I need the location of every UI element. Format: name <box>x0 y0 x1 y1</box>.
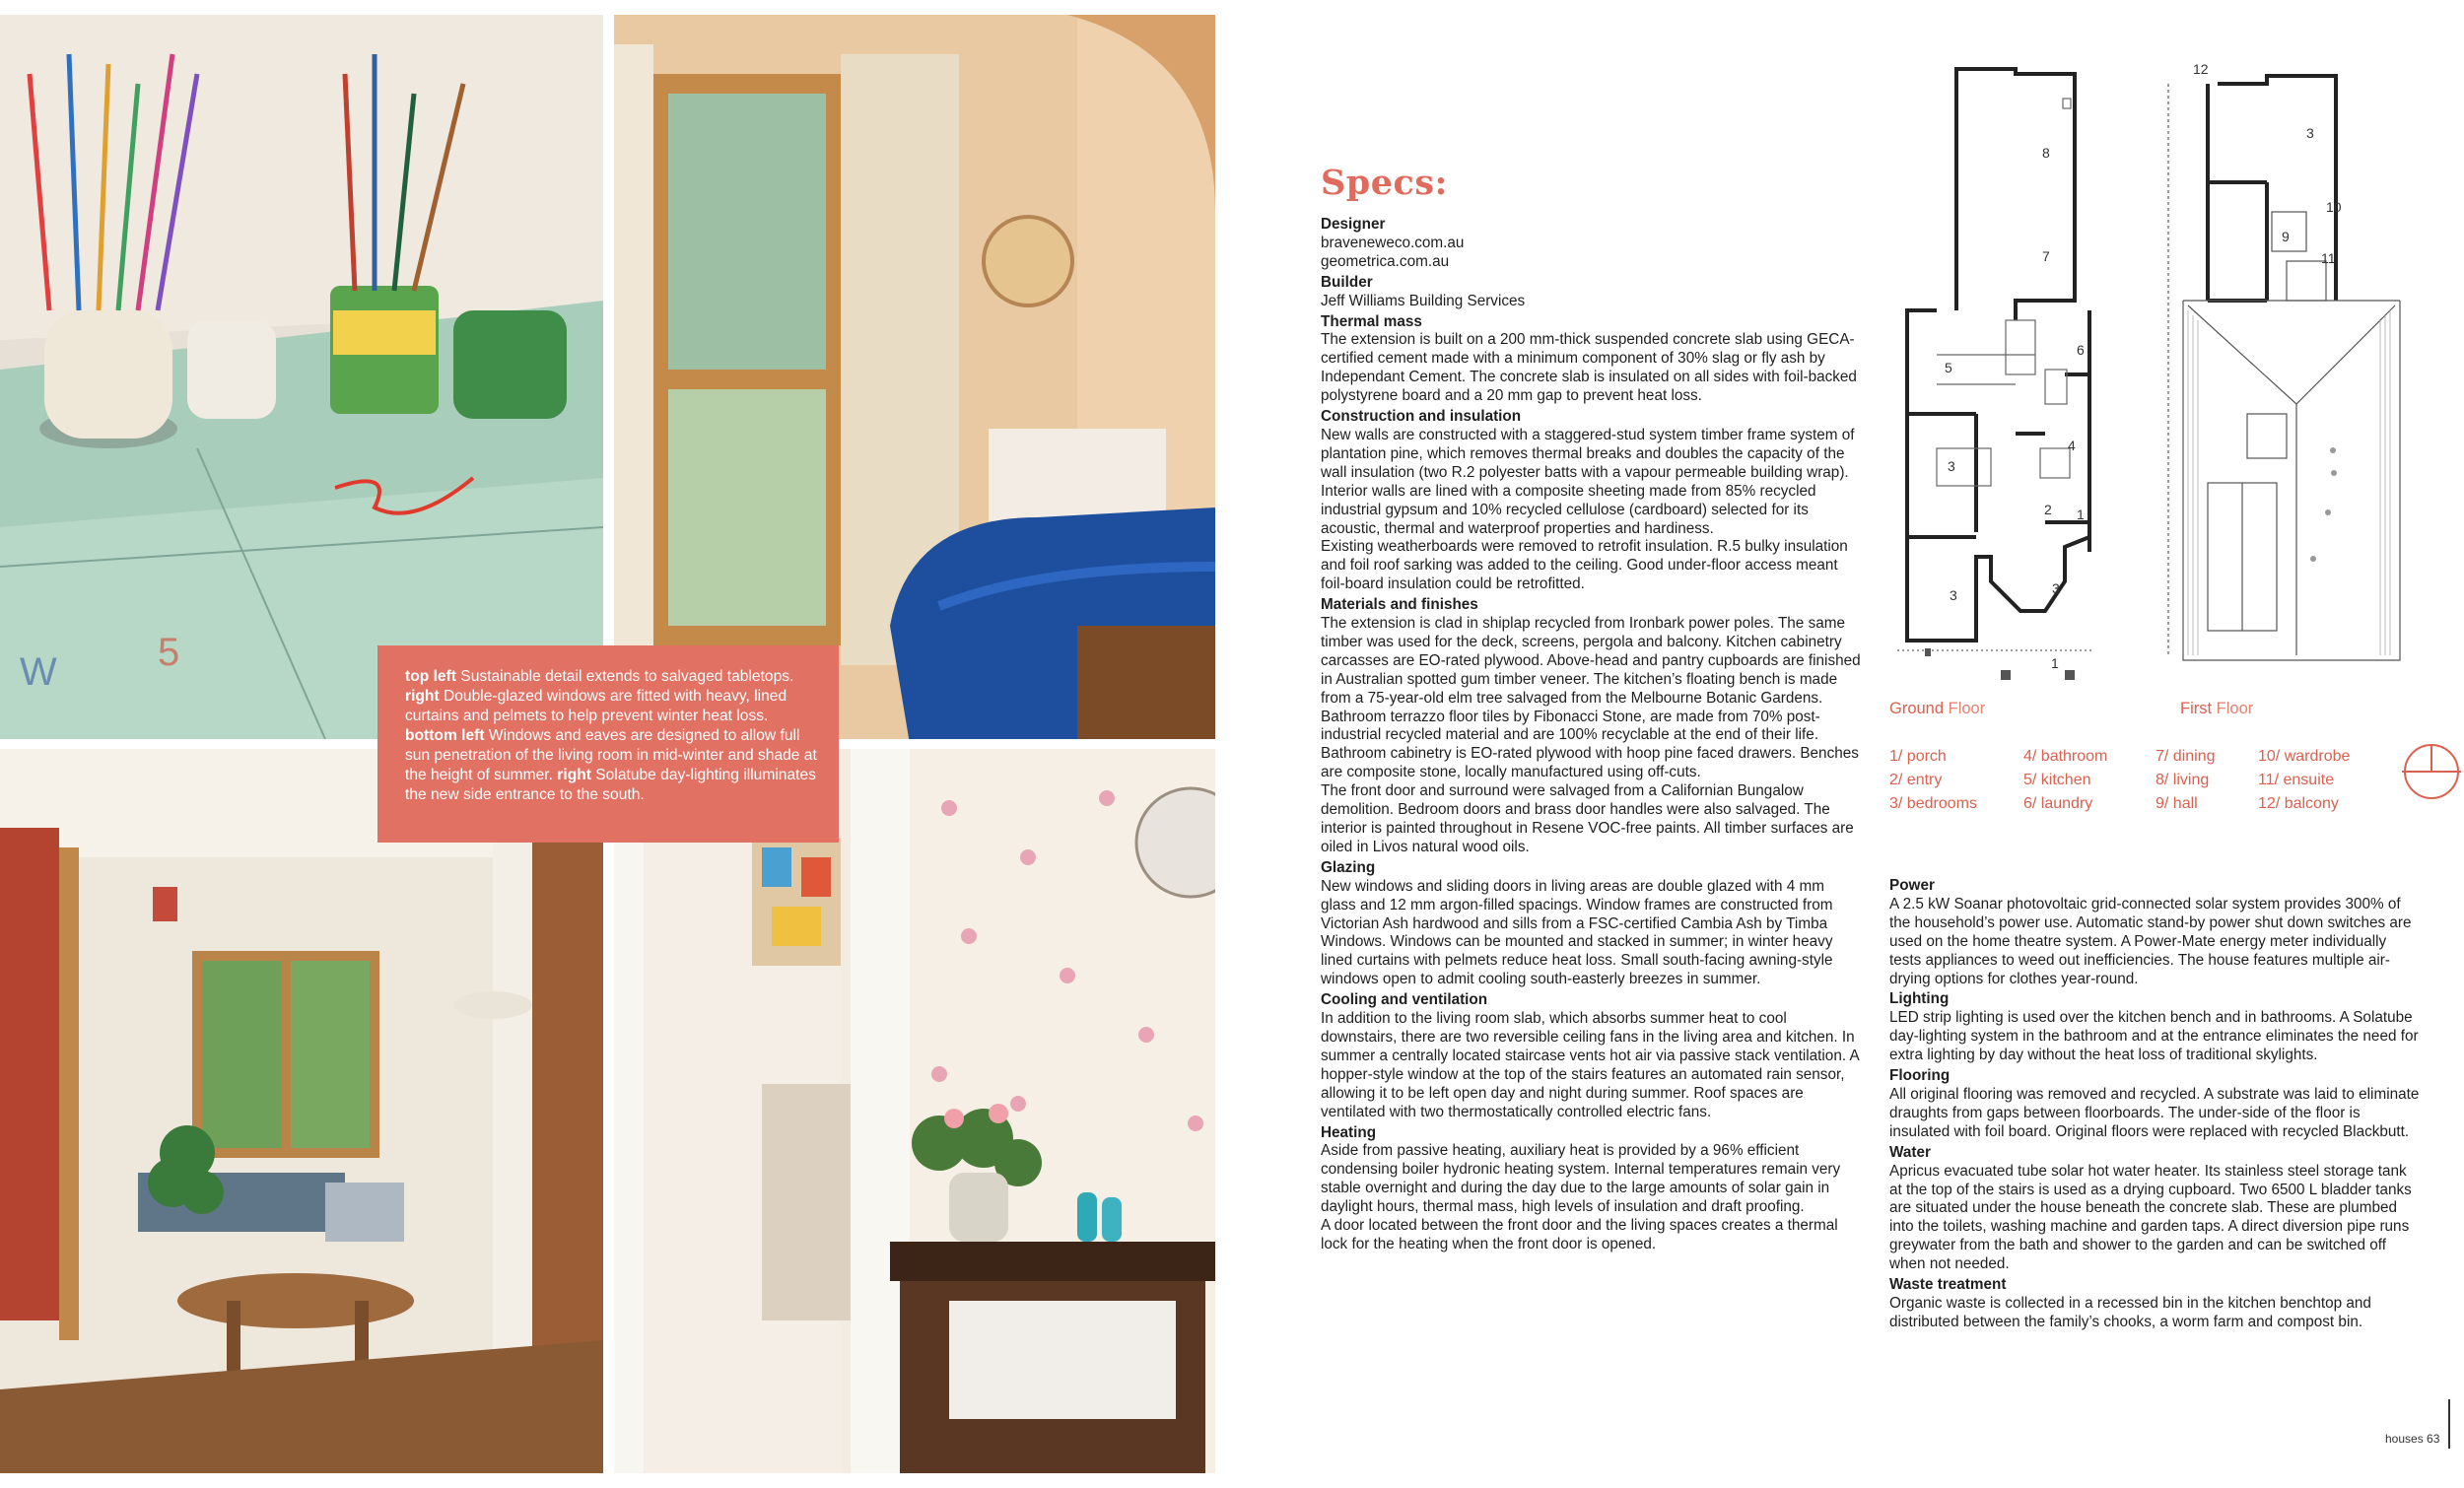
legend-hall: 9/ hall <box>2156 795 2198 812</box>
flooring-body: All original flooring was removed and recycled. A substrate was laid to eliminate draughts from gaps between floorboards. The under-side of the floor is insulated with foil board. Original floors were replaced with recycled Blackbutt. <box>1889 1085 2420 1140</box>
ground-floor-label-word: Ground <box>1889 700 1945 717</box>
plan-room-12: 12 <box>2193 61 2209 77</box>
plan-room-3-b: 3 <box>1950 587 1957 603</box>
plan-room-8: 8 <box>2042 145 2050 161</box>
designer-heading: Designer <box>1321 216 1386 233</box>
caption-label-top-left: top left <box>405 668 456 685</box>
glazing-body: New windows and sliding doors in living areas are double glazed with 4 mm glass and 12 mm argon-filled spacings. Window frames are constructed from Victorian Ash hardwood and sills from a FSC-certified Cambia Ash by Timba Windows. Windows can be mounted and stacked in summer; in winter heavy lined curtains with pelmets reduce heat loss. Small south-facing awning-style windows open to admit cooling south-easterly breezes in summer. <box>1321 877 1833 988</box>
glazing-heading: Glazing <box>1321 858 1376 876</box>
plan-room-6: 6 <box>2077 342 2085 358</box>
photo-entrance-hall <box>614 749 1215 1473</box>
first-floor-label-floor: Floor <box>2212 700 2254 717</box>
construction-heading: Construction and insulation <box>1321 408 1522 426</box>
legend-balcony: 12/ balcony <box>2258 795 2339 812</box>
cooling-body: In addition to the living room slab, which absorbs summer heat to cool downstairs, there are two reversible ceiling fans in the living area and kitchen. In summer a centrally located staircase vents hot air via passive stack ventilation. A hopper-style window at the top of the stairs features an automated rain sensor, allowing it to be left open day and night during summer. Roof spaces are ventilated with two thermostatically controlled electric fans. <box>1321 1010 1859 1120</box>
designer-link-2[interactable]: geometrica.com.au <box>1321 252 1450 270</box>
plan-room-4: 4 <box>2068 438 2076 453</box>
heating-body-1: Aside from passive heating, auxiliary heat is provided by a 96% efficient condensing boiler hydronic heating system. Internal temperatures remain very stable overnight and during the day due to the large amounts of solar gain in daylight hours, thermal mass, high levels of insulation and draft proofing. <box>1321 1142 1841 1216</box>
designer-link-1[interactable]: braveneweco.com.au <box>1321 234 1465 251</box>
ground-floor-plan <box>1897 59 2134 690</box>
water-body: Apricus evacuated tube solar hot water heater. Its stainless steel storage tank at the top of the stairs is used as a drying cupboard. Two 6500 L bladder tanks are situated under the house beneath the concrete slab. These are plumbed into the toilets, washing machine and garden taps. A direct diversion pipe runs greywater from the bath and shower to the garden and can be switched off when not needed. <box>1889 1162 2412 1273</box>
water-heading: Water <box>1889 1143 1931 1161</box>
specs-column <box>1321 214 1863 1254</box>
plan-room-3-a: 3 <box>1948 458 1955 474</box>
plan-room-1-a: 1 <box>2077 507 2085 522</box>
legend-wardrobe: 10/ wardrobe <box>2258 748 2351 765</box>
page-folio: houses 63 <box>2385 1432 2440 1446</box>
caption-text-bottom-left: Windows and eaves are designed to allow full sun penetration of the living room in mid-winter and shade at the height of summer. <box>405 727 817 783</box>
power-heading: Power <box>1889 877 1935 894</box>
plan-room-1-b: 1 <box>2051 655 2059 671</box>
folio-divider <box>2448 1399 2450 1449</box>
ground-floor-label <box>1889 700 1985 718</box>
legend-porch: 1/ porch <box>1889 748 1947 765</box>
plan-room-10: 10 <box>2326 199 2342 215</box>
caption-label-bottom-left: bottom left <box>405 727 485 744</box>
legend-kitchen: 5/ kitchen <box>2023 772 2091 788</box>
heating-heading: Heating <box>1321 1123 1377 1141</box>
construction-body-1: New walls are constructed with a staggered-stud system timber frame system of plantation pine, which removes thermal breaks and doubles the capacity of the wall insulation (two R.2 polyester batts with a vapour permeable building wrap). Interior walls are lined with a composite sheeting made from 85% recycled industrial gypsum and 10% recycled cellulose (cardboard) selected for its acoustic, thermal and waterproof properties and hardiness. <box>1321 426 1855 537</box>
power-body: A 2.5 kW Soanar photovoltaic grid-connected solar system provides 300% of the household’s power use. Automatic stand-by power shut down switches are used on the home theatre system. A Power-Mate energy meter individually tests appliances to weed out inefficiencies. The house features multiple air-drying options for clothes year-round. <box>1889 895 2412 987</box>
legend-living: 8/ living <box>2156 772 2210 788</box>
photo-living-room <box>0 749 603 1473</box>
construction-body-2: Existing weatherboards were removed to retrofit insulation. R.5 bulky insulation and foil roof sarking was added to the ceiling. Good under-floor access meant foil-board insulation could be retrofitted. <box>1321 538 1848 593</box>
first-floor-label-word: First <box>2180 700 2213 717</box>
legend-entry: 2/ entry <box>1889 772 1943 788</box>
caption-text-top-left: Sustainable detail extends to salvaged tabletops. <box>455 668 794 685</box>
legend-ensuite: 11/ ensuite <box>2258 772 2335 788</box>
plan-room-5: 5 <box>1945 360 1952 375</box>
materials-body-2: Bathroom terrazzo floor tiles by Fibonacci Stone, are made from 70% post-industrial recycled material and are 100% recyclable at the end of their life. Bathroom cabinetry is EO-rated plywood with hoop pine faced drawers. Benches are composite stone, locally manufactured using off-cuts. <box>1321 708 1859 781</box>
plan-room-9: 9 <box>2282 229 2290 244</box>
legend-laundry: 6/ laundry <box>2023 795 2093 812</box>
caption-text-right: Double-glazed windows are fitted with heavy, lined curtains and pelmets to help prevent winter heat loss. <box>405 688 787 724</box>
flooring-heading: Flooring <box>1889 1067 1951 1085</box>
caption-text-right-2: Solatube day-lighting illuminates the new side entrance to the south. <box>405 767 816 803</box>
plan-room-3-upper: 3 <box>2306 125 2314 141</box>
ground-floor-label-floor: Floor <box>1944 700 1986 717</box>
legend-dining: 7/ dining <box>2156 748 2216 765</box>
first-floor-label <box>2180 700 2253 718</box>
svg-text:5: 5 <box>158 631 180 674</box>
thermal-body: The extension is built on a 200 mm-thick suspended concrete slab using GECA-certified cement made with a minimum component of 30% slag or fly ash by Independant Cement. The concrete slab is insulated on all sides with foil-backed polystyrene board and a 20 mm gap to prevent heat loss. <box>1321 331 1857 405</box>
lighting-body: LED strip lighting is used over the kitchen bench and in bathrooms. A Solatube day-lighting system in the bathroom and at the entrance eliminates the need for extra lighting by day without the heat loss of traditional skylights. <box>1889 1009 2419 1064</box>
waste-heading: Waste treatment <box>1889 1276 2007 1294</box>
lighting-heading: Lighting <box>1889 990 1950 1008</box>
waste-body: Organic waste is collected in a recessed bin in the kitchen benchtop and distributed between the family’s chooks, a worm farm and compost bin. <box>1889 1294 2371 1330</box>
builder-body: Jeff Williams Building Services <box>1321 292 1526 309</box>
plan-room-7: 7 <box>2042 248 2050 264</box>
first-floor-plan <box>2158 54 2415 705</box>
thermal-heading: Thermal mass <box>1321 312 1422 330</box>
builder-heading: Builder <box>1321 273 1373 291</box>
specs-column-right <box>1889 875 2422 1332</box>
plan-room-3-c: 3 <box>2052 580 2060 596</box>
svg-text:W: W <box>20 650 57 694</box>
plan-room-11: 11 <box>2321 250 2336 266</box>
materials-body-3: The front door and surround were salvaged from a Californian Bungalow demolition. Bedroom doors and brass door handles were also salvaged. The interior is painted throughout in Resene VOC-free paints. All timber surfaces are oiled in Livos natural wood oils. <box>1321 782 1854 855</box>
materials-heading: Materials and finishes <box>1321 596 1478 614</box>
photo-craft-table <box>0 15 603 739</box>
north-compass-icon <box>2402 742 2461 801</box>
specs-title: Specs: <box>1321 163 1448 203</box>
materials-body-1: The extension is clad in shiplap recycled from Ironbark power poles. The same timber was used for the deck, screens, pergola and balcony. Kitchen cabinetry carcasses are EO-rated plywood. Above-head and pantry cupboards are finished in Australian spotted gum timber veneer. The kitchen’s floating bench is made from a 75-year-old elm tree salvaged from the Melbourne Botanic Gardens. <box>1321 615 1861 707</box>
legend-bedrooms: 3/ bedrooms <box>1889 795 1977 812</box>
caption-label-right: right <box>405 688 440 705</box>
cooling-heading: Cooling and ventilation <box>1321 991 1488 1009</box>
photo-caption <box>377 645 839 843</box>
heating-body-2: A door located between the front door and the living spaces creates a thermal lock for the heating when the front door is opened. <box>1321 1217 1838 1252</box>
photo-bedroom <box>614 15 1215 739</box>
plan-room-2: 2 <box>2044 502 2052 517</box>
caption-label-right-2: right <box>557 767 591 783</box>
legend-bathroom: 4/ bathroom <box>2023 748 2108 765</box>
